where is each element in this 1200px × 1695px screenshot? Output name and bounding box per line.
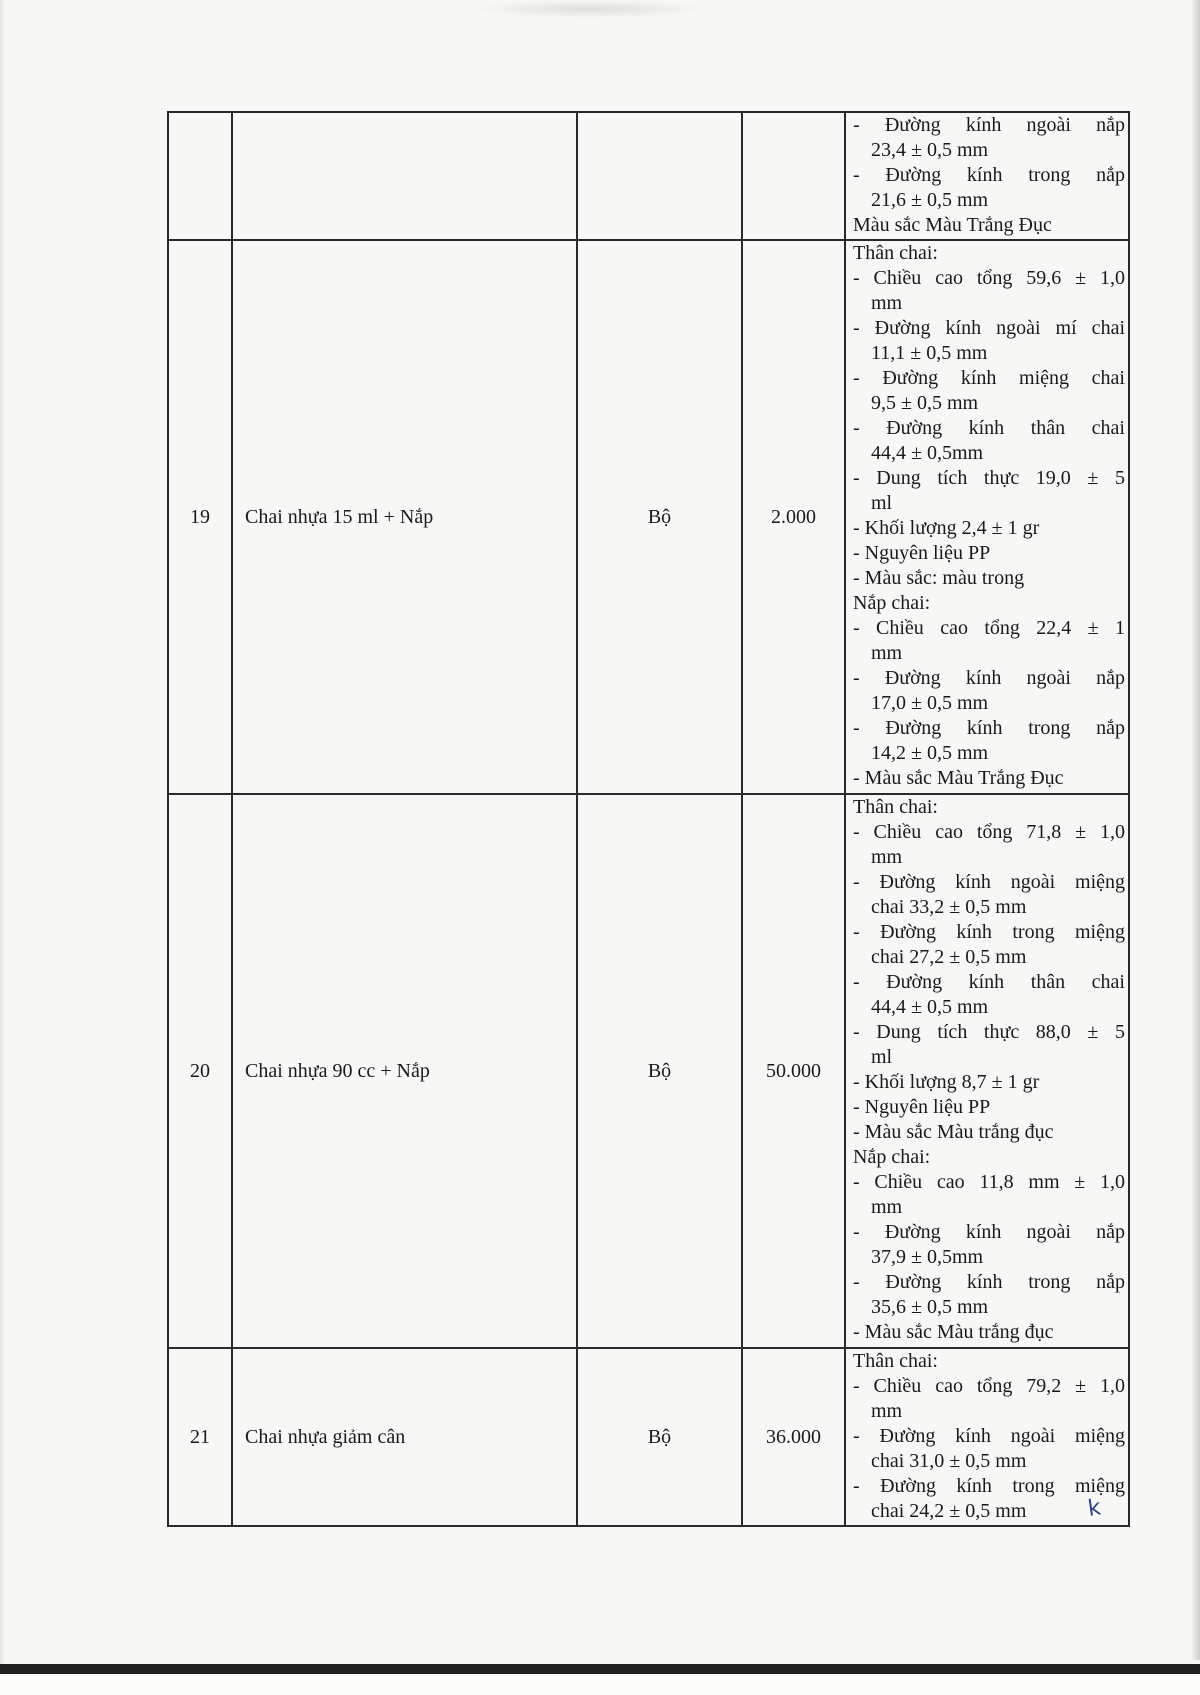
spec-line: - Đường kính ngoài nắp — [853, 1221, 1125, 1243]
spec-line: 17,0 ± 0,5 mm — [871, 692, 989, 714]
spec-line: 37,9 ± 0,5mm — [871, 1246, 984, 1268]
row-number-cell: 20 — [168, 794, 232, 1348]
scan-bottom-bar — [0, 1664, 1200, 1674]
spec-line: chai 27,2 ± 0,5 mm — [871, 946, 1027, 968]
spec-line: - Chiều cao tổng 79,2 ± 1,0 — [853, 1375, 1125, 1397]
unit-cell: Bộ — [577, 1348, 742, 1526]
scan-left-edge — [0, 0, 6, 1695]
spec-line: mm — [871, 292, 903, 314]
spec-line: - Chiều cao 11,8 mm ± 1,0 — [853, 1171, 1125, 1193]
spec-line: 44,4 ± 0,5mm — [871, 442, 984, 464]
spec-line: - Nguyên liệu PP — [853, 542, 991, 564]
spec-line: - Đường kính miệng chai — [853, 367, 1125, 389]
spec-line: - Nguyên liệu PP — [853, 1096, 991, 1118]
spec-line: mm — [871, 846, 903, 868]
spec-line: 9,5 ± 0,5 mm — [871, 392, 979, 414]
quantity-cell — [742, 112, 845, 240]
spec-line: - Màu sắc: màu trong — [853, 567, 1025, 589]
product-name-cell: Chai nhựa giảm cân — [232, 1348, 577, 1526]
spec-line: chai 31,0 ± 0,5 mm — [871, 1450, 1027, 1472]
spec-line: - Màu sắc Màu trắng đục — [853, 1321, 1054, 1343]
spec-line: - Đường kính ngoài nắp — [853, 114, 1125, 136]
spec-line: - Đường kính trong miệng — [853, 1475, 1125, 1497]
spec-line: 23,4 ± 0,5 mm — [871, 139, 989, 161]
spec-line: - Màu sắc Màu trắng đục — [853, 1121, 1054, 1143]
table-row — [168, 112, 1129, 240]
spec-line: - Chiều cao tổng 59,6 ± 1,0 — [853, 267, 1125, 289]
spec-line: - Dung tích thực 88,0 ± 5 — [853, 1021, 1125, 1043]
specification-cell — [845, 794, 1129, 1348]
unit-cell: Bộ — [577, 240, 742, 794]
table-row — [168, 240, 1129, 794]
spec-line: 35,6 ± 0,5 mm — [871, 1296, 989, 1318]
unit-cell: Bộ — [577, 794, 742, 1348]
spec-line: chai 33,2 ± 0,5 mm — [871, 896, 1027, 918]
spec-line: - Khối lượng 8,7 ± 1 gr — [853, 1071, 1040, 1093]
spec-line: Nắp chai: — [853, 1146, 931, 1168]
spec-line: chai 24,2 ± 0,5 mm — [871, 1500, 1027, 1522]
spec-line: - Chiều cao tổng 22,4 ± 1 — [853, 617, 1125, 639]
table-row — [168, 794, 1129, 1348]
spec-line: - Đường kính trong miệng — [853, 921, 1125, 943]
spec-line: - Chiều cao tổng 71,8 ± 1,0 — [853, 821, 1125, 843]
spec-line: - Màu sắc Màu Trắng Đục — [853, 767, 1064, 789]
quantity-cell: 50.000 — [742, 794, 845, 1348]
spec-line: Thân chai: — [853, 242, 938, 264]
spec-line: - Đường kính thân chai — [853, 417, 1125, 439]
handwritten-initials: k — [1086, 1495, 1103, 1522]
spec-line: Màu sắc Màu Trắng Đục — [853, 214, 1052, 236]
quantity-cell: 2.000 — [742, 240, 845, 794]
quantity-cell: 36.000 — [742, 1348, 845, 1526]
spec-line: - Dung tích thực 19,0 ± 5 — [853, 467, 1125, 489]
spec-line: - Đường kính trong nắp — [853, 164, 1125, 186]
scan-top-smudge — [470, 0, 710, 18]
product-name-cell: Chai nhựa 90 cc + Nắp — [232, 794, 577, 1348]
spec-line: - Đường kính ngoài miệng — [853, 1425, 1125, 1447]
product-name-cell — [232, 112, 577, 240]
specification-table — [167, 111, 1130, 1527]
scan-right-edge — [1192, 0, 1200, 1660]
product-name-cell: Chai nhựa 15 ml + Nắp — [232, 240, 577, 794]
spec-line: - Đường kính ngoài nắp — [853, 667, 1125, 689]
row-number-cell: 19 — [168, 240, 232, 794]
specification-table-body — [168, 112, 1129, 1526]
spec-line: mm — [871, 1400, 903, 1422]
spec-line: 14,2 ± 0,5 mm — [871, 742, 989, 764]
spec-line: Thân chai: — [853, 1350, 938, 1372]
spec-line: - Đường kính trong nắp — [853, 717, 1125, 739]
table-row — [168, 1348, 1129, 1526]
spec-line: mm — [871, 642, 903, 664]
spec-line: 21,6 ± 0,5 mm — [871, 189, 989, 211]
scan-bottom-margin — [0, 1674, 1200, 1695]
spec-line: 44,4 ± 0,5 mm — [871, 996, 989, 1018]
unit-cell — [577, 112, 742, 240]
specification-cell — [845, 112, 1129, 240]
row-number-cell: 21 — [168, 1348, 232, 1526]
spec-line: - Khối lượng 2,4 ± 1 gr — [853, 517, 1040, 539]
spec-line: Thân chai: — [853, 796, 938, 818]
spec-line: ml — [871, 492, 893, 514]
spec-line: ml — [871, 1046, 893, 1068]
spec-line: - Đường kính thân chai — [853, 971, 1125, 993]
spec-line: - Đường kính ngoài miệng — [853, 871, 1125, 893]
row-number-cell — [168, 112, 232, 240]
specification-cell — [845, 240, 1129, 794]
spec-line: mm — [871, 1196, 903, 1218]
spec-line: 11,1 ± 0,5 mm — [871, 342, 988, 364]
spec-line: - Đường kính trong nắp — [853, 1271, 1125, 1293]
spec-line: Nắp chai: — [853, 592, 931, 614]
spec-line: - Đường kính ngoài mí chai — [853, 317, 1125, 339]
